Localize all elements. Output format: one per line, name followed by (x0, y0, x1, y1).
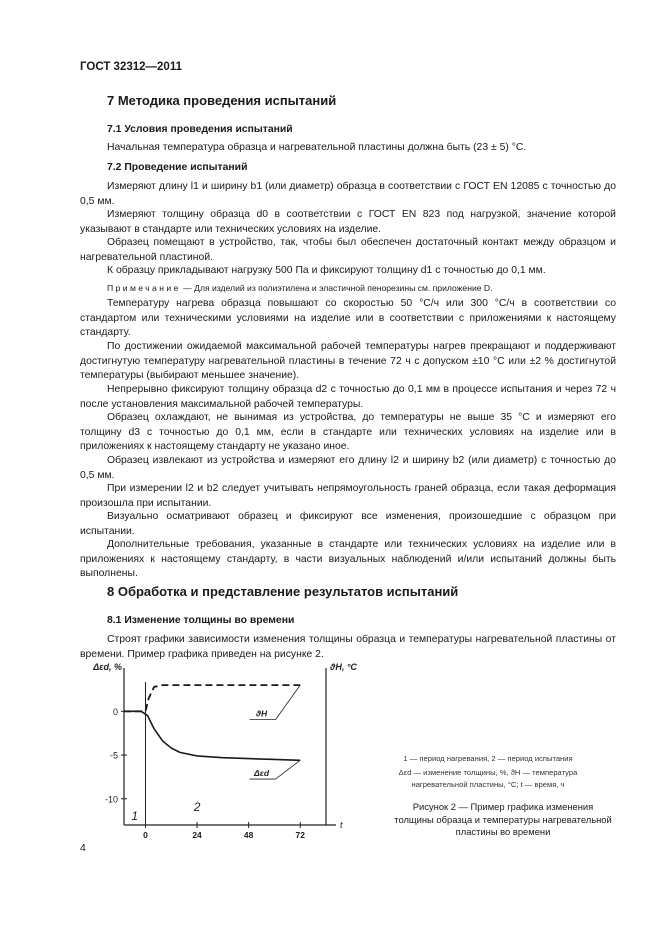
page-number: 4 (80, 843, 86, 854)
y-axis-label-left: Δεd, % (93, 662, 122, 672)
section-7-1-title: 7.1 Условия проведения испытаний (107, 124, 293, 135)
thickness-time-chart (78, 660, 368, 840)
x-tick-label: 0 (143, 830, 148, 840)
y-axis-label-right: ϑH, °C (330, 662, 357, 672)
paragraph: Визуально осматривают образец и фиксируют все изменения, произошедшие с образцом при испытании. (80, 511, 616, 537)
section-8-1-title: 8.1 Изменение толщины во времени (107, 615, 295, 626)
x-tick-label: 24 (192, 830, 202, 840)
paragraph: При измерении l2 и b2 следует учитывать непрямоугольность граней образца, если такая деформация произошла при испытании. (80, 483, 616, 509)
paragraph: Измеряют толщину образца d0 в соответствии с ГОСТ EN 823 под нагрузкой, значение которой указывают в стандарте или технических условиях на изделие. (80, 209, 616, 235)
series-label-leader (276, 685, 301, 719)
figure-caption: Рисунок 2 — Пример графика изменения толщины образца и температуры нагревательной пластины во времени (394, 801, 612, 837)
series-label-leader (276, 760, 301, 779)
y-tick-label: 0 (112, 706, 118, 717)
section-7-2-title: 7.2 Проведение испытаний (107, 162, 248, 173)
chart-axes (121, 668, 336, 828)
section-7-title: 7 Методика проведения испытаний (107, 93, 337, 108)
x-tick-label: 72 (295, 830, 305, 840)
y-tick-label: -10 (104, 794, 118, 805)
paragraph: Начальная температура образца и нагревательной пластины должна быть (23 ± 5) °С. (107, 142, 527, 153)
series-label: ϑH (255, 708, 268, 719)
x-tick-label: 48 (243, 830, 254, 840)
note-label: Примечание (107, 283, 181, 293)
paragraph: Образец охлаждают, не вынимая из устройства, до температуры не выше 35 °С и измеряют его толщину d3 с точностью до 0,1 мм, если в стандарте или технических условиях на изделие или в приложениях к настоящему стандарту не указано иное. (80, 412, 616, 452)
region-label-testing: 2 (193, 800, 201, 814)
figure-legend-3: нагревательной пластины, °С; t — время, ч (411, 780, 565, 789)
paragraph: К образцу прикладывают нагрузку 500 Па и фиксируют толщину d1 с точностью до 0,1 мм. (107, 265, 546, 276)
paragraph: Температуру нагрева образца повышают со скоростью 50 °С/ч или 300 °С/ч в соответствии со стандартом или техническими условиями на изделие или в соответствии с приложениями к настоящему стандарту. (80, 298, 616, 338)
x-axis-label: t (340, 820, 343, 830)
figure-legend-2: Δεd — изменение толщины, %, ϑH — температура (398, 768, 578, 777)
y-tick-label: -5 (109, 750, 118, 761)
paragraph: Образец извлекают из устройства и измеряют его длину l2 и ширину b2 (или диаметр) с точностью до 0,5 мм. (80, 455, 616, 481)
series-line-thickness (124, 708, 300, 760)
paragraph: По достижении ожидаемой максимальной рабочей температуры нагрев прекращают и поддерживают достигнутую температуру нагревательной пластины в течение 72 ч с допуском ±10 °С или ±2 % достигнутой температуры (выбирают меньшее значение). (80, 341, 616, 381)
standard-code: ГОСТ 32312—2011 (80, 61, 182, 73)
section-8-title: 8 Обработка и представление результатов испытаний (107, 584, 459, 599)
note (80, 282, 616, 294)
paragraph: Образец помещают в устройство, так, чтобы был обеспечен достаточный контакт между образцом и нагревательной пластиной. (80, 237, 616, 263)
note-text: — Для изделий из полиэтилена и эластичной пенорезины см. приложение D. (180, 283, 493, 293)
paragraph: Непрерывно фиксируют толщину образца d2 с точностью до 0,1 мм в процессе испытания и через 72 ч после установления максимальной рабочей температуры. (80, 384, 616, 410)
series-label: Δεd (254, 768, 270, 779)
paragraph: Строят графики зависимости изменения толщины образца и температуры нагревательной пластины от времени. Пример графика приведен на рисунке 2. (80, 634, 616, 660)
paragraph: Дополнительные требования, указанные в стандарте или технических условиях на изделие или в приложениях к настоящему стандарту, в части визуальных наблюдений и/или испытаний должны быть выполнены. (80, 539, 616, 579)
region-label-heating: 1 (131, 809, 139, 823)
paragraph: Измеряют длину l1 и ширину b1 (или диаметр) образца в соответствии с ГОСТ EN 12085 с точностью до 0,5 мм. (80, 181, 616, 207)
figure-legend-1: 1 — период нагревания, 2 — период испытания (403, 754, 573, 763)
chart-series (124, 685, 300, 760)
chart-labels (92, 662, 357, 840)
series-line-temperature (124, 685, 300, 711)
